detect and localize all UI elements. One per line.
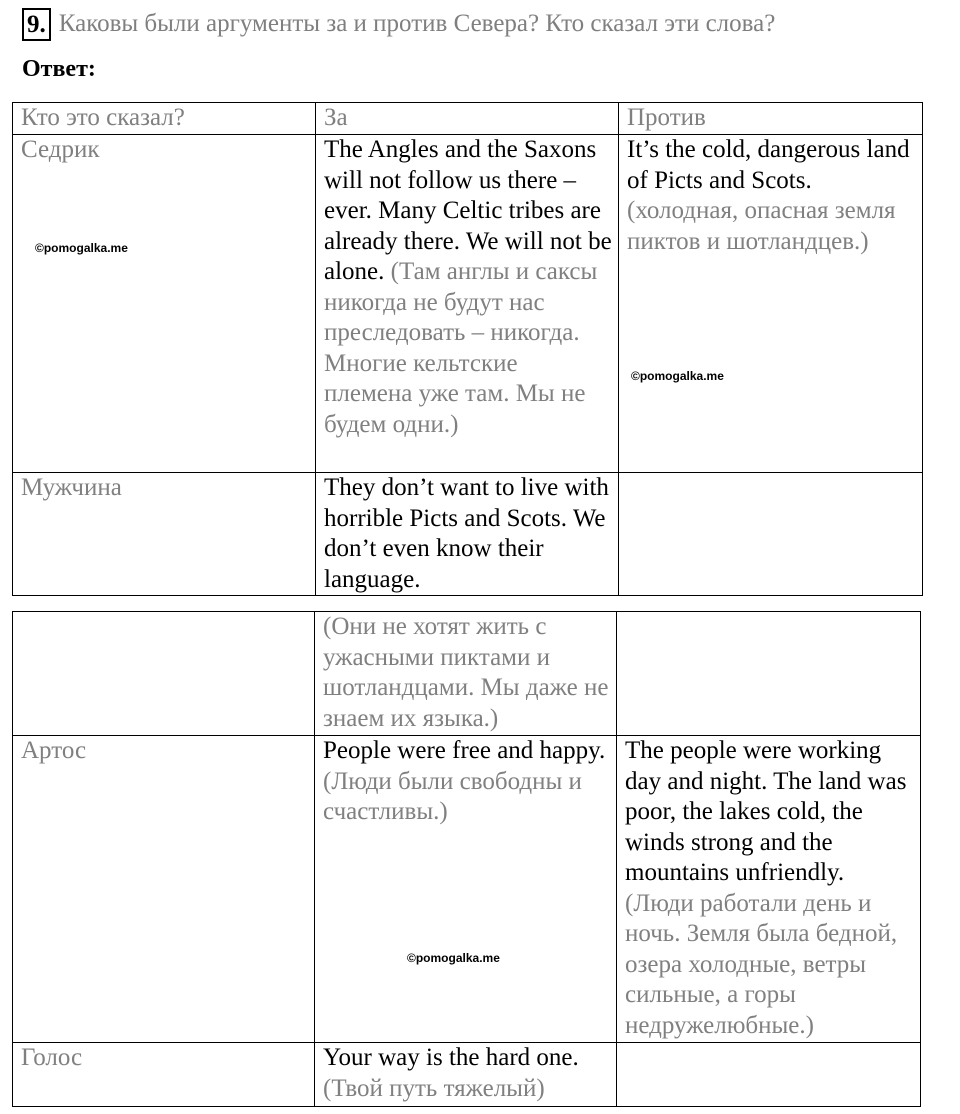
con-cell: [617, 612, 921, 736]
pro-cell: [316, 135, 619, 473]
con-cell: [617, 1043, 921, 1107]
header-speaker: Кто это сказал?: [13, 103, 316, 135]
header-con: Против: [619, 103, 923, 135]
speaker-name: Седрик: [21, 136, 100, 163]
con-russian: (Люди работали день и ночь. Земля была бедной, озера холодные, ветры сильные, а горы недружелюбные.): [625, 889, 898, 1039]
pro-russian: (Они не хотят жить с ужасными пиктами и шотландцами. Мы даже не знаем их языка.): [323, 613, 609, 732]
table-row: [13, 135, 923, 473]
speaker-name: Голос: [21, 1044, 83, 1071]
watermark: ©pomogalka.me: [407, 951, 500, 965]
pro-russian: (Люди были свободны и счастливы.): [323, 767, 582, 825]
table-header-row: [13, 103, 923, 135]
pro-cell: [315, 1043, 617, 1107]
speaker-cell: [13, 135, 316, 473]
watermark: ©pomogalka.me: [631, 369, 724, 383]
con-cell: [617, 736, 921, 1043]
table-row: [13, 1043, 921, 1107]
con-english: It’s the cold, dangerous land of Picts and Scots.: [627, 136, 910, 194]
question-number: 9.: [22, 8, 51, 41]
table-row: [13, 612, 921, 736]
header-pro: За: [316, 103, 619, 135]
con-russian: (холодная, опасная земля пиктов и шотландцев.): [627, 197, 896, 255]
speaker-name: Артос: [21, 737, 87, 764]
pro-russian: (Там англы и саксы никогда не будут нас преследовать – никогда. Многие кельтские племена уже там. Мы не будем одни.): [324, 258, 598, 438]
pro-russian: (Твой путь тяжелый): [323, 1074, 545, 1102]
speaker-cell: [13, 736, 315, 1043]
con-english: The people were working day and night. The land was poor, the lakes cold, the winds strong and the mountains unfriendly.: [625, 737, 907, 886]
pro-cell: [316, 473, 619, 596]
pro-english: The Angles and the Saxons will not follow us there – ever. Many Celtic tribes are already there. We will not be alone.: [324, 136, 612, 285]
speaker-cell: [13, 1043, 315, 1107]
question-text: Каковы были аргументы за и против Севера? Кто сказал эти слова?: [58, 10, 776, 37]
con-cell: [619, 473, 923, 596]
pro-cell: [315, 736, 617, 1043]
watermark: ©pomogalka.me: [35, 241, 128, 255]
answer-table-part-1: [12, 102, 923, 596]
table-row: [13, 736, 921, 1043]
speaker-cell: [13, 612, 315, 736]
question-line: [22, 6, 775, 42]
speaker-cell: [13, 473, 316, 596]
speaker-name: Мужчина: [21, 474, 122, 501]
pro-english: Your way is the hard one.: [323, 1044, 579, 1071]
pro-cell: [315, 612, 617, 736]
con-cell: [619, 135, 923, 473]
table-row: [13, 473, 923, 596]
answer-table-part-2: [12, 611, 921, 1107]
pro-english: They don’t want to live with horrible Picts and Scots. We don’t even know their language.: [324, 474, 609, 593]
pro-english: People were free and happy.: [323, 737, 606, 764]
answer-label: Ответ:: [22, 56, 96, 82]
